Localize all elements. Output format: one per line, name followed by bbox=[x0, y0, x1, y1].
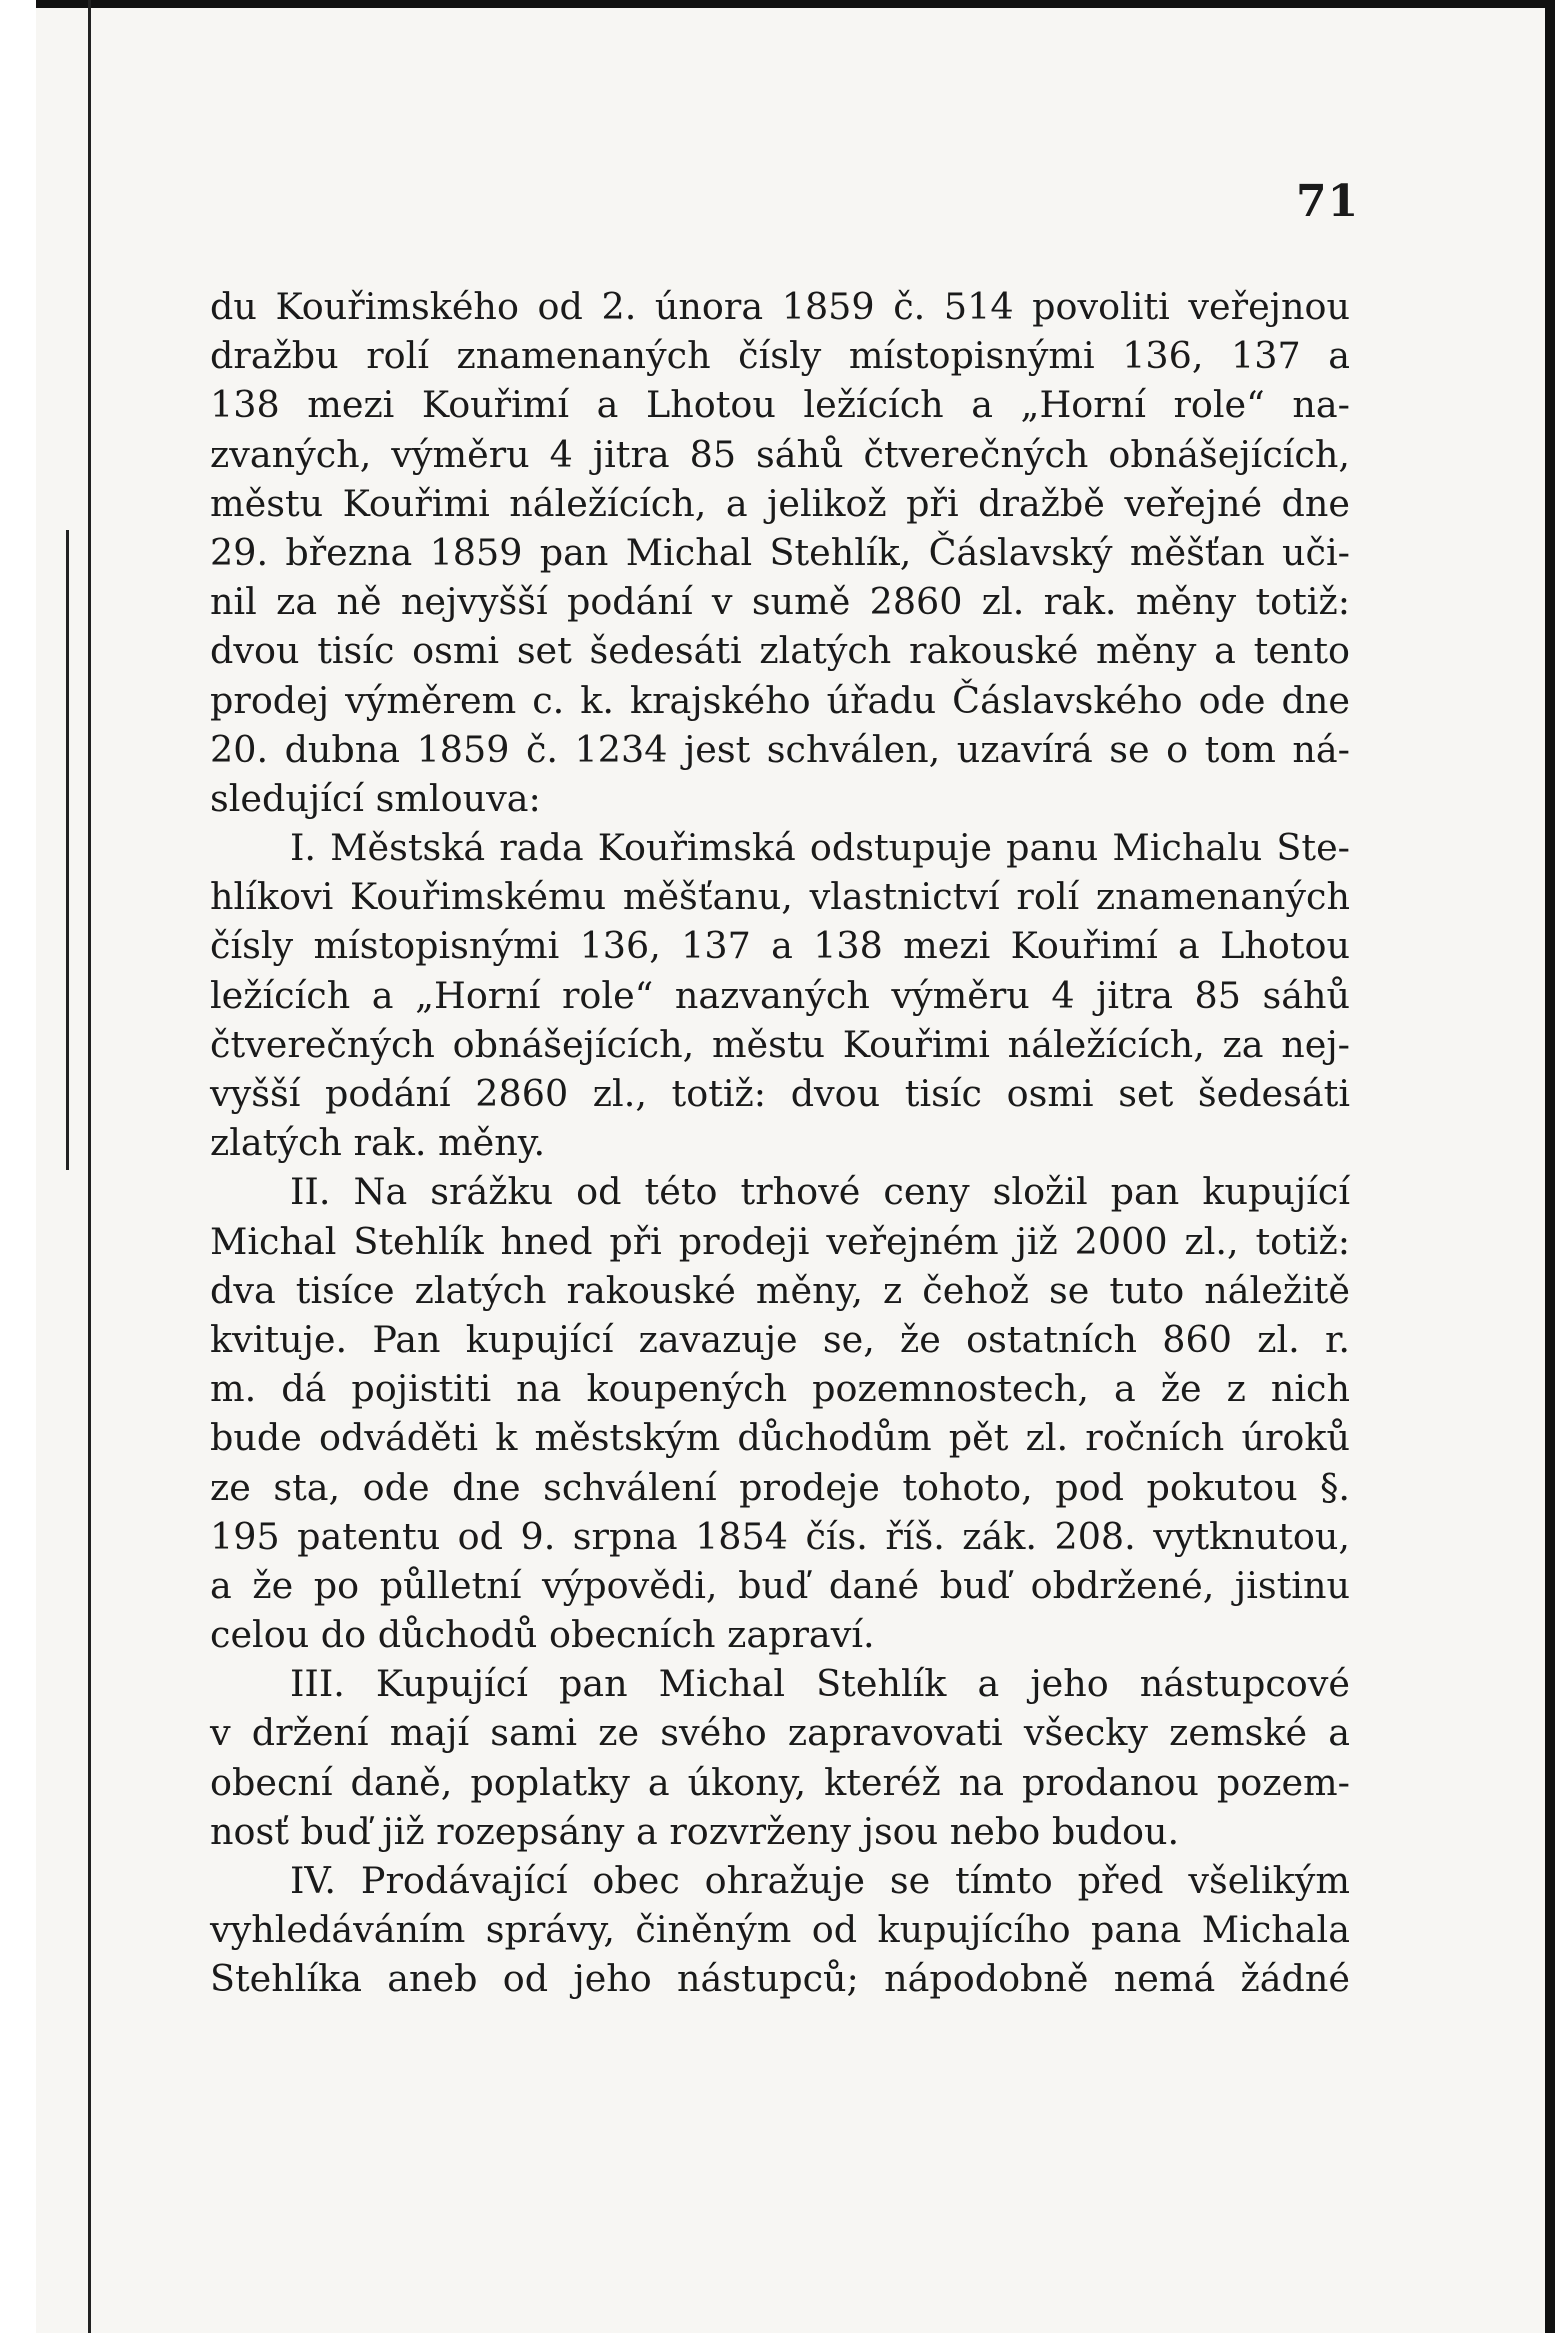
text-line: sledující smlouva: bbox=[210, 776, 541, 820]
text-line: vyšší podání 2860 zl., totiž: dvou tisíc osmi set šedesáti bbox=[210, 1072, 1350, 1115]
text-line: Michal Stehlík hned při prodeji veřejném již 2000 zl., totiž: bbox=[210, 1219, 1350, 1263]
text-line: dražbu rolí znamenaných čísly místopisnými 136, 137 a bbox=[210, 334, 1350, 378]
scan-border-right bbox=[1545, 0, 1555, 2333]
text-line: bude odváděti k městským důchodům pět zl. ročních úroků bbox=[210, 1416, 1350, 1460]
scan-edge-line bbox=[88, 0, 91, 2333]
text-line: a že po půlletní výpovědi, buď dané buď obdržené, jistinu bbox=[210, 1563, 1350, 1607]
page-body-text bbox=[210, 282, 1350, 2004]
scan-edge-line-inner bbox=[66, 530, 69, 1170]
page-number: 71 bbox=[1296, 176, 1360, 227]
text-line: obecní daně, poplatky a úkony, kteréž na prodanou pozem- bbox=[210, 1760, 1350, 1804]
text-line: 138 mezi Kouřimí a Lhotou ležících a „Horní role“ na- bbox=[210, 383, 1350, 427]
text-line: dvou tisíc osmi set šedesáti zlatých rakouské měny a tento bbox=[210, 629, 1350, 673]
text-line: nil za ně nejvyšší podání v sumě 2860 zl. rak. měny totiž: bbox=[210, 580, 1350, 624]
text-line: ze sta, ode dne schválení prodeje tohoto, pod pokutou §. bbox=[210, 1465, 1350, 1509]
text-line: nosť buď již rozepsány a rozvrženy jsou nebo budou. bbox=[210, 1809, 1180, 1853]
text-line: 29. března 1859 pan Michal Stehlík, Čáslavský měšťan uči- bbox=[210, 530, 1350, 574]
text-line: zvaných, výměru 4 jitra 85 sáhů čtverečných obnášejících, bbox=[210, 432, 1350, 476]
text-line: celou do důchodů obecních zapraví. bbox=[210, 1613, 875, 1657]
text-line: m. dá pojistiti na koupených pozemnostech, a že z nich bbox=[210, 1367, 1350, 1411]
scan-margin-left bbox=[0, 0, 36, 2333]
text-line: IV. Prodávající obec ohražuje se tímto před všelikým bbox=[290, 1859, 1350, 1902]
text-line: vyhledáváním správy, činěným od kupujícího pana Michala bbox=[210, 1908, 1350, 1952]
text-line: du Kouřimského od 2. února 1859 č. 514 povoliti veřejnou bbox=[210, 285, 1350, 328]
text-line: prodej výměrem c. k. krajského úřadu Čáslavského ode dne bbox=[210, 678, 1350, 722]
text-line: v držení mají sami ze svého zapravovati všecky zemské a bbox=[210, 1711, 1350, 1755]
text-line: dva tisíce zlatých rakouské měny, z čehož se tuto náležitě bbox=[210, 1268, 1350, 1312]
text-line: III. Kupující pan Michal Stehlík a jeho nástupcové bbox=[290, 1662, 1350, 1706]
text-line: I. Městská rada Kouřimská odstupuje panu Michalu Ste- bbox=[290, 826, 1350, 870]
text-line: ležících a „Horní role“ nazvaných výměru 4 jitra 85 sáhů bbox=[210, 973, 1350, 1017]
text-line: II. Na srážku od této trhové ceny složil pan kupující bbox=[290, 1170, 1350, 1214]
text-line: kvituje. Pan kupující zavazuje se, že ostatních 860 zl. r. bbox=[210, 1317, 1350, 1361]
text-line: zlatých rak. měny. bbox=[210, 1121, 546, 1165]
text-line: 195 patentu od 9. srpna 1854 čís. říš. zák. 208. vytknutou, bbox=[210, 1514, 1350, 1558]
text-line: městu Kouřimi náležících, a jelikož při dražbě veřejné dne bbox=[210, 481, 1350, 525]
text-line: Stehlíka aneb od jeho nástupců; nápodobně nemá žádné bbox=[210, 1957, 1350, 2001]
text-line: čtverečných obnášejících, městu Kouřimi náležících, za nej- bbox=[210, 1022, 1350, 1066]
text-line: čísly místopisnými 136, 137 a 138 mezi Kouřimí a Lhotou bbox=[210, 924, 1350, 968]
text-line: 20. dubna 1859 č. 1234 jest schválen, uzavírá se o tom ná- bbox=[210, 727, 1350, 771]
text-line: hlíkovi Kouřimskému měšťanu, vlastnictví rolí znamenaných bbox=[210, 875, 1350, 919]
scan-border-top bbox=[0, 0, 1555, 8]
